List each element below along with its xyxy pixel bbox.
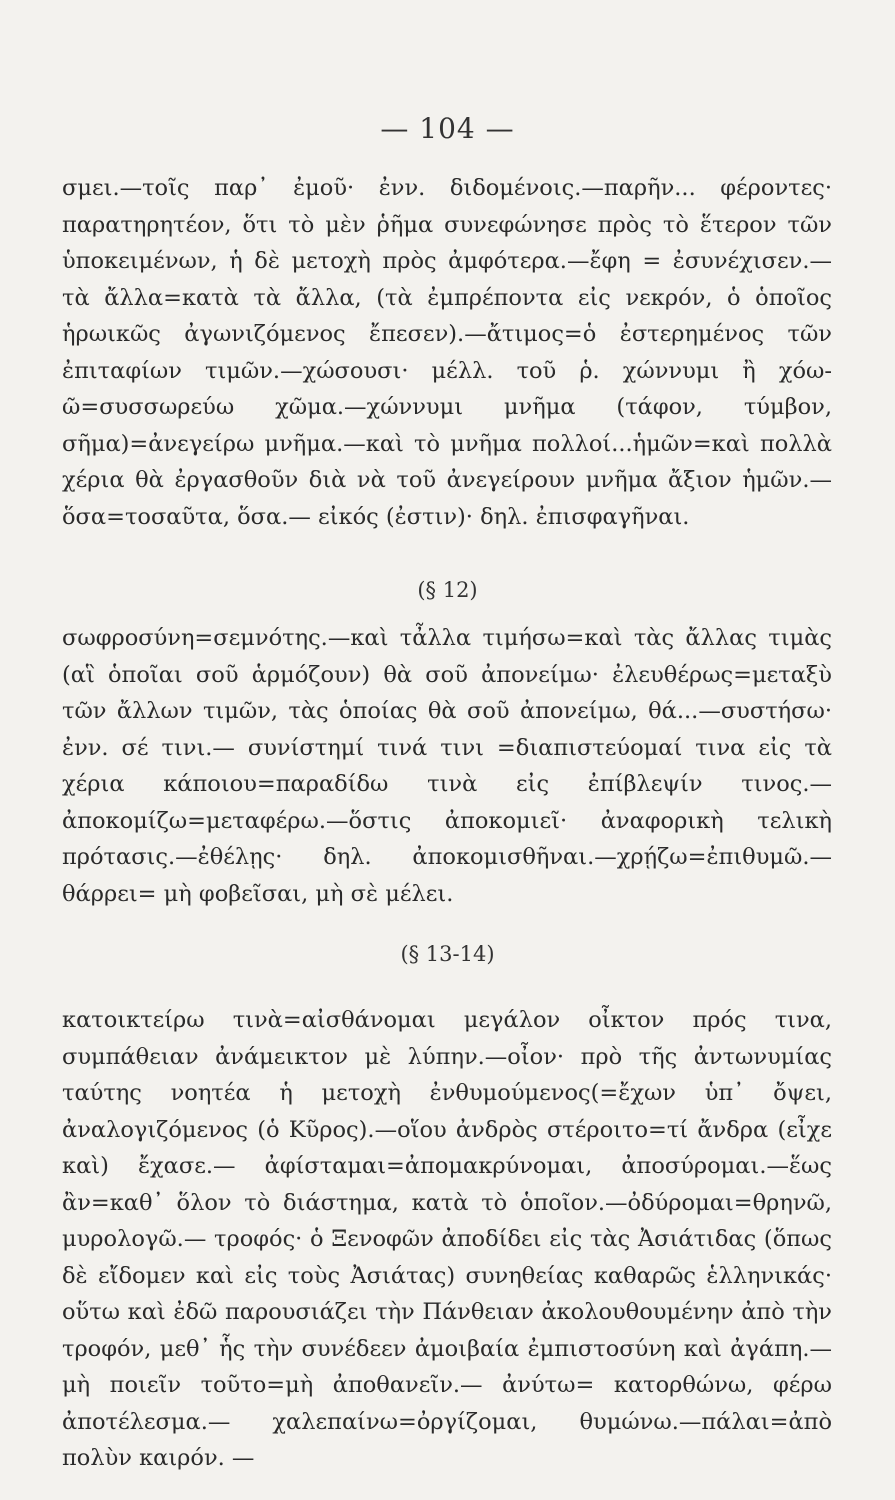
paragraph: σωφροσύνη=σεμνότης.—καὶ τἆλλα τιμήσω=καὶ τὰς ἄλλας τιμὰς (αἳ ὁποῖαι σοῦ ἁρμόζουν) θὰ σοῦ ἀπονείμω· ἐλευθέρως=μεταξὺ τῶν ἄλλων τιμῶν, τὰς ὁποίας θὰ σοῦ ἀπονείμω, θά...—συστήσω· ἐνν. σέ τινι.— συνίστημί τινά τινι =διαπιστεύομαί τινα εἰς τὰ χέρια κάποιου=παραδίδω τινὰ εἰς ἐπίβλεψίν τινος.—ἀποκομίζω=μεταφέρω.—ὅστις ἀποκομιεῖ· ἀναφορικὴ τελικὴ πρότασις.—ἐθέλῃς· δηλ. ἀποκομισθῆναι.—χρῄζω=ἐπιθυμῶ.—θάρρει= μὴ φοβεῖσαι, μὴ σὲ μέλει. (62, 625, 832, 907)
paragraph: σμει.—τοῖς παρ᾽ ἐμοῦ· ἐνν. διδομένοις.—παρῆν... φέροντες· παρατηρητέον, ὅτι τὸ μὲν ῥῆμα συνεφώνησε πρὸς τὸ ἕτερον τῶν ὑποκειμένων, ἡ δὲ μετοχὴ πρὸς ἀμφότερα.—ἔφη = ἐσυνέχισεν.— τὰ ἄλλα=κατὰ τὰ ἄλλα, (τὰ ἐμπρέποντα εἰς νεκρόν, ὁ ὁποῖος ἡρωικῶς ἀγωνιζόμενος ἔπεσεν).—ἄτιμος=ὁ ἐστερημένος τῶν ἐπιταφίων τιμῶν.—χώσουσι· μέλλ. τοῦ ῥ. χώννυμι ἢ χόω-ῶ=συσσωρεύω χῶμα.—χώννυμι μνῆμα (τάφον, τύμβον, σῆμα)=ἀνεγείρω μνῆμα.—καὶ τὸ μνῆμα πολλοί...ἡμῶν=καὶ πολλὰ χέρια θὰ ἐργασθοῦν διὰ νὰ τοῦ ἀνεγείρουν μνῆμα ἄξιον ἡμῶν.—ὅσα=τοσαῦτα, ὅσα.— εἰκός (ἐστιν)· δηλ. ἐπισφαγῆναι. (62, 175, 832, 530)
section-heading: (§ 13-14) (400, 942, 495, 966)
page-number: — 104 — (380, 112, 515, 145)
commentary-section-12 (62, 620, 832, 912)
commentary-section-13-14 (62, 1002, 832, 1477)
section-heading: (§ 12) (417, 578, 478, 602)
commentary-section-intro (62, 170, 832, 535)
paragraph: κατοικτείρω τινὰ=αἰσθάνομαι μεγάλον οἶκτον πρός τινα, συμπάθειαν ἀνάμεικτον μὲ λύπην.—οἶον· πρὸ τῆς ἀντωνυμίας ταύτης νοητέα ἡ μετοχὴ ἐνθυμούμενος(=ἔχων ὑπ᾽ ὄψει, ἀναλογιζόμενος (ὁ Κῦρος).—οἵου ἀνδρὸς στέροιτο=τί ἄνδρα (εἶχε καὶ) ἔχασε.— ἀφίσταμαι=ἀπομακρύνομαι, ἀποσύρομαι.—ἕως ἂν=καθ᾽ ὅλον τὸ διάστημα, κατὰ τὸ ὁποῖον.—ὀδύρομαι=θρηνῶ, μυρολογῶ.— τροφός· ὁ Ξενοφῶν ἀποδίδει εἰς τὰς Ἀσιάτιδας (ὅπως δὲ εἴδομεν καὶ εἰς τοὺς Ἀσιάτας) συνηθείας καθαρῶς ἑλληνικάς· οὕτω καὶ ἐδῶ παρουσιάζει τὴν Πάνθειαν ἀκολουθουμένην ἀπὸ τὴν τροφόν, μεθ᾽ ἧς τὴν συνέδεεν ἀμοιβαία ἐμπιστοσύνη καὶ ἀγάπη.—μὴ ποιεῖν τοῦτο=μὴ ἀποθανεῖν.— ἀνύτω= κατορθώνω, φέρω ἀποτέλεσμα.— χαλεπαίνω=ὀργίζομαι, θυμώνω.—πάλαι=ἀπὸ πολὺν καιρόν. — (62, 1007, 832, 1471)
